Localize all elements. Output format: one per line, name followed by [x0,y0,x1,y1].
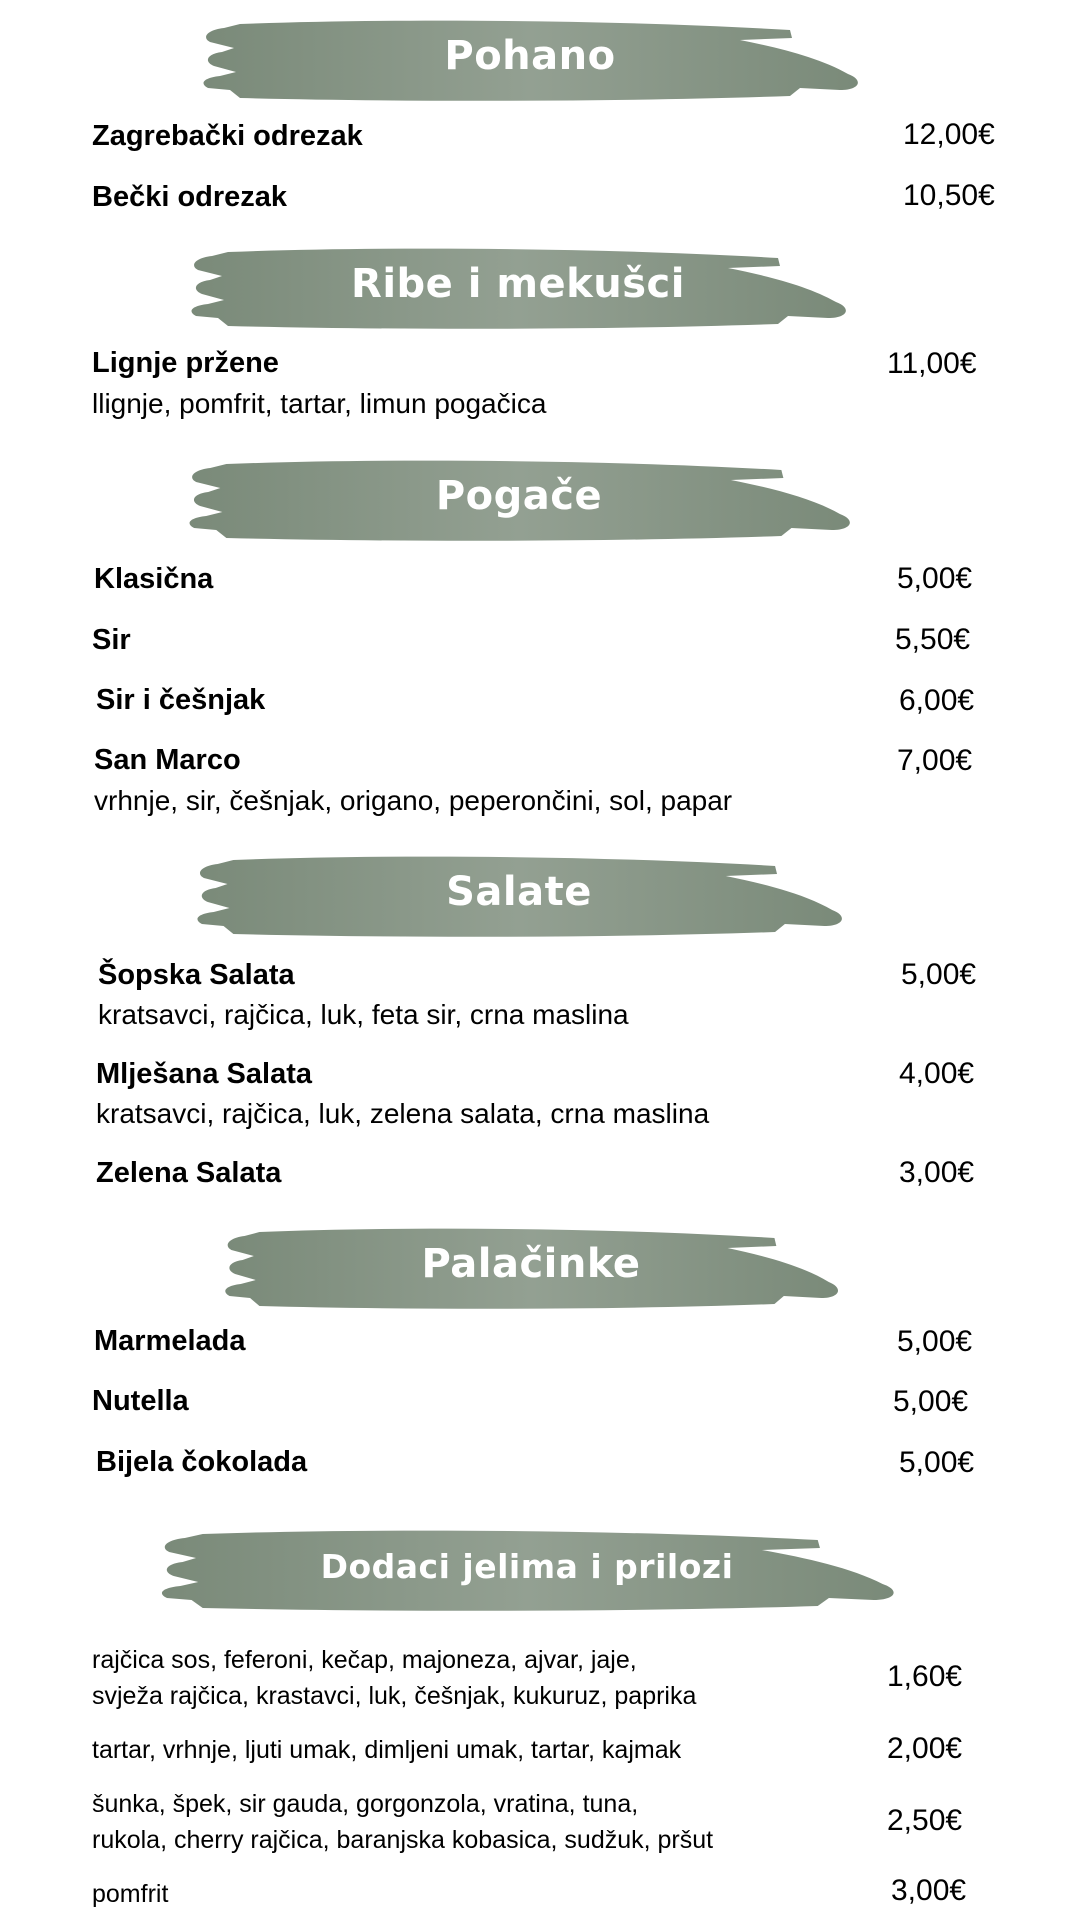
item-price: 4,00€ [899,1057,975,1090]
section-banner-salate [194,854,844,940]
extra-text-line: tartar, vrhnje, ljuti umak, dimljeni umak, tartar, kajmak [92,1736,682,1764]
section-banner-dodaci [158,1528,896,1614]
item-price: 5,50€ [895,623,971,656]
item-name: San Marco [94,744,241,776]
section-banner-ribe [188,246,848,332]
item-price: 5,00€ [893,1385,969,1418]
item-price: 6,00€ [899,684,975,717]
item-description: kratsavci, rajčica, luk, zelena salata, crna maslina [96,1098,710,1129]
item-price: 1,60€ [887,1660,963,1693]
extra-list-item [92,1642,696,1714]
section-banner-pohano [200,18,860,104]
item-name: Mlješana Salata [96,1058,312,1090]
item-description: llignje, pomfrit, tartar, limun pogačica [92,388,547,419]
extra-list-item [92,1732,681,1768]
item-price: 12,00€ [903,118,995,151]
section-title: Pogače [435,473,603,519]
extra-list-item [92,1876,168,1912]
item-price: 5,00€ [901,958,977,991]
item-name: Sir [92,624,131,656]
section-title: Dodaci jelima i prilozi [320,1546,734,1586]
extra-text-line: pomfrit [92,1880,169,1908]
extra-text-line: rukola, cherry rajčica, baranjska kobasica, sudžuk, pršut [92,1826,714,1854]
item-price: 10,50€ [903,179,995,212]
item-price: 3,00€ [899,1156,975,1189]
item-description: vrhnje, sir, češnjak, origano, peperončini, sol, papar [94,785,733,816]
item-price: 7,00€ [897,744,973,777]
extra-text-line: šunka, špek, sir gauda, gorgonzola, vratina, tuna, [92,1790,639,1818]
item-price: 2,50€ [887,1804,963,1837]
item-name: Marmelada [94,1325,246,1357]
item-price: 5,00€ [899,1446,975,1479]
item-name: Lignje pržene [92,347,279,379]
section-banner-palacinke [222,1226,840,1312]
item-name: Zelena Salata [96,1157,282,1189]
section-title: Pohano [444,33,616,79]
item-name: Nutella [92,1385,189,1417]
extra-list-item [92,1786,713,1858]
item-price: 3,00€ [891,1874,967,1907]
section-title: Salate [446,869,592,915]
item-name: Zagrebački odrezak [92,120,363,152]
item-description: kratsavci, rajčica, luk, feta sir, crna maslina [98,999,629,1030]
section-banner-pogace [186,458,852,544]
item-price: 5,00€ [897,1325,973,1358]
extra-text-line: rajčica sos, feferoni, kečap, majoneza, ajvar, jaje, [92,1646,637,1674]
item-price: 5,00€ [897,562,973,595]
section-title: Ribe i mekušci [351,261,685,307]
extra-text-line: svježa rajčica, krastavci, luk, češnjak, kukuruz, paprika [92,1682,697,1710]
item-price: 2,00€ [887,1732,963,1765]
item-name: Bijela čokolada [96,1446,308,1478]
section-title: Palačinke [421,1241,641,1287]
item-name: Sir i češnjak [96,684,266,716]
item-name: Klasična [94,563,214,595]
item-price: 11,00€ [887,347,977,380]
item-name: Bečki odrezak [92,181,288,213]
item-name: Šopska Salata [98,959,295,991]
